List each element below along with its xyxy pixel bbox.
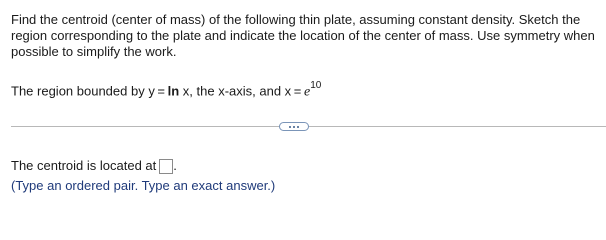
question-text: Find the centroid (center of mass) of the following thin plate, assuming constant density. Sketch the region corresponding to the plate and indicate the location of the center of mass. Use symmetry when possible to simplify the work. (11, 12, 595, 59)
answer-instruction: (Type an ordered pair. Type an exact answer.) (11, 178, 276, 193)
ellipsis-icon (293, 126, 295, 128)
euler-e: e (303, 84, 311, 100)
ellipsis-icon (289, 126, 291, 128)
region-prefix: The region bounded by y = (11, 83, 168, 99)
ellipsis-icon (297, 126, 299, 128)
ln-function: ln (167, 83, 180, 99)
answer-prompt: The centroid is located at (11, 158, 157, 173)
show-more-button[interactable] (279, 122, 309, 131)
exponent: 10 (310, 80, 322, 91)
answer-line (11, 158, 177, 174)
answer-period: . (173, 158, 177, 173)
region-after-ln: x, the x-axis, and x = (179, 83, 304, 99)
answer-input[interactable] (159, 159, 173, 174)
region-statement (11, 80, 321, 100)
